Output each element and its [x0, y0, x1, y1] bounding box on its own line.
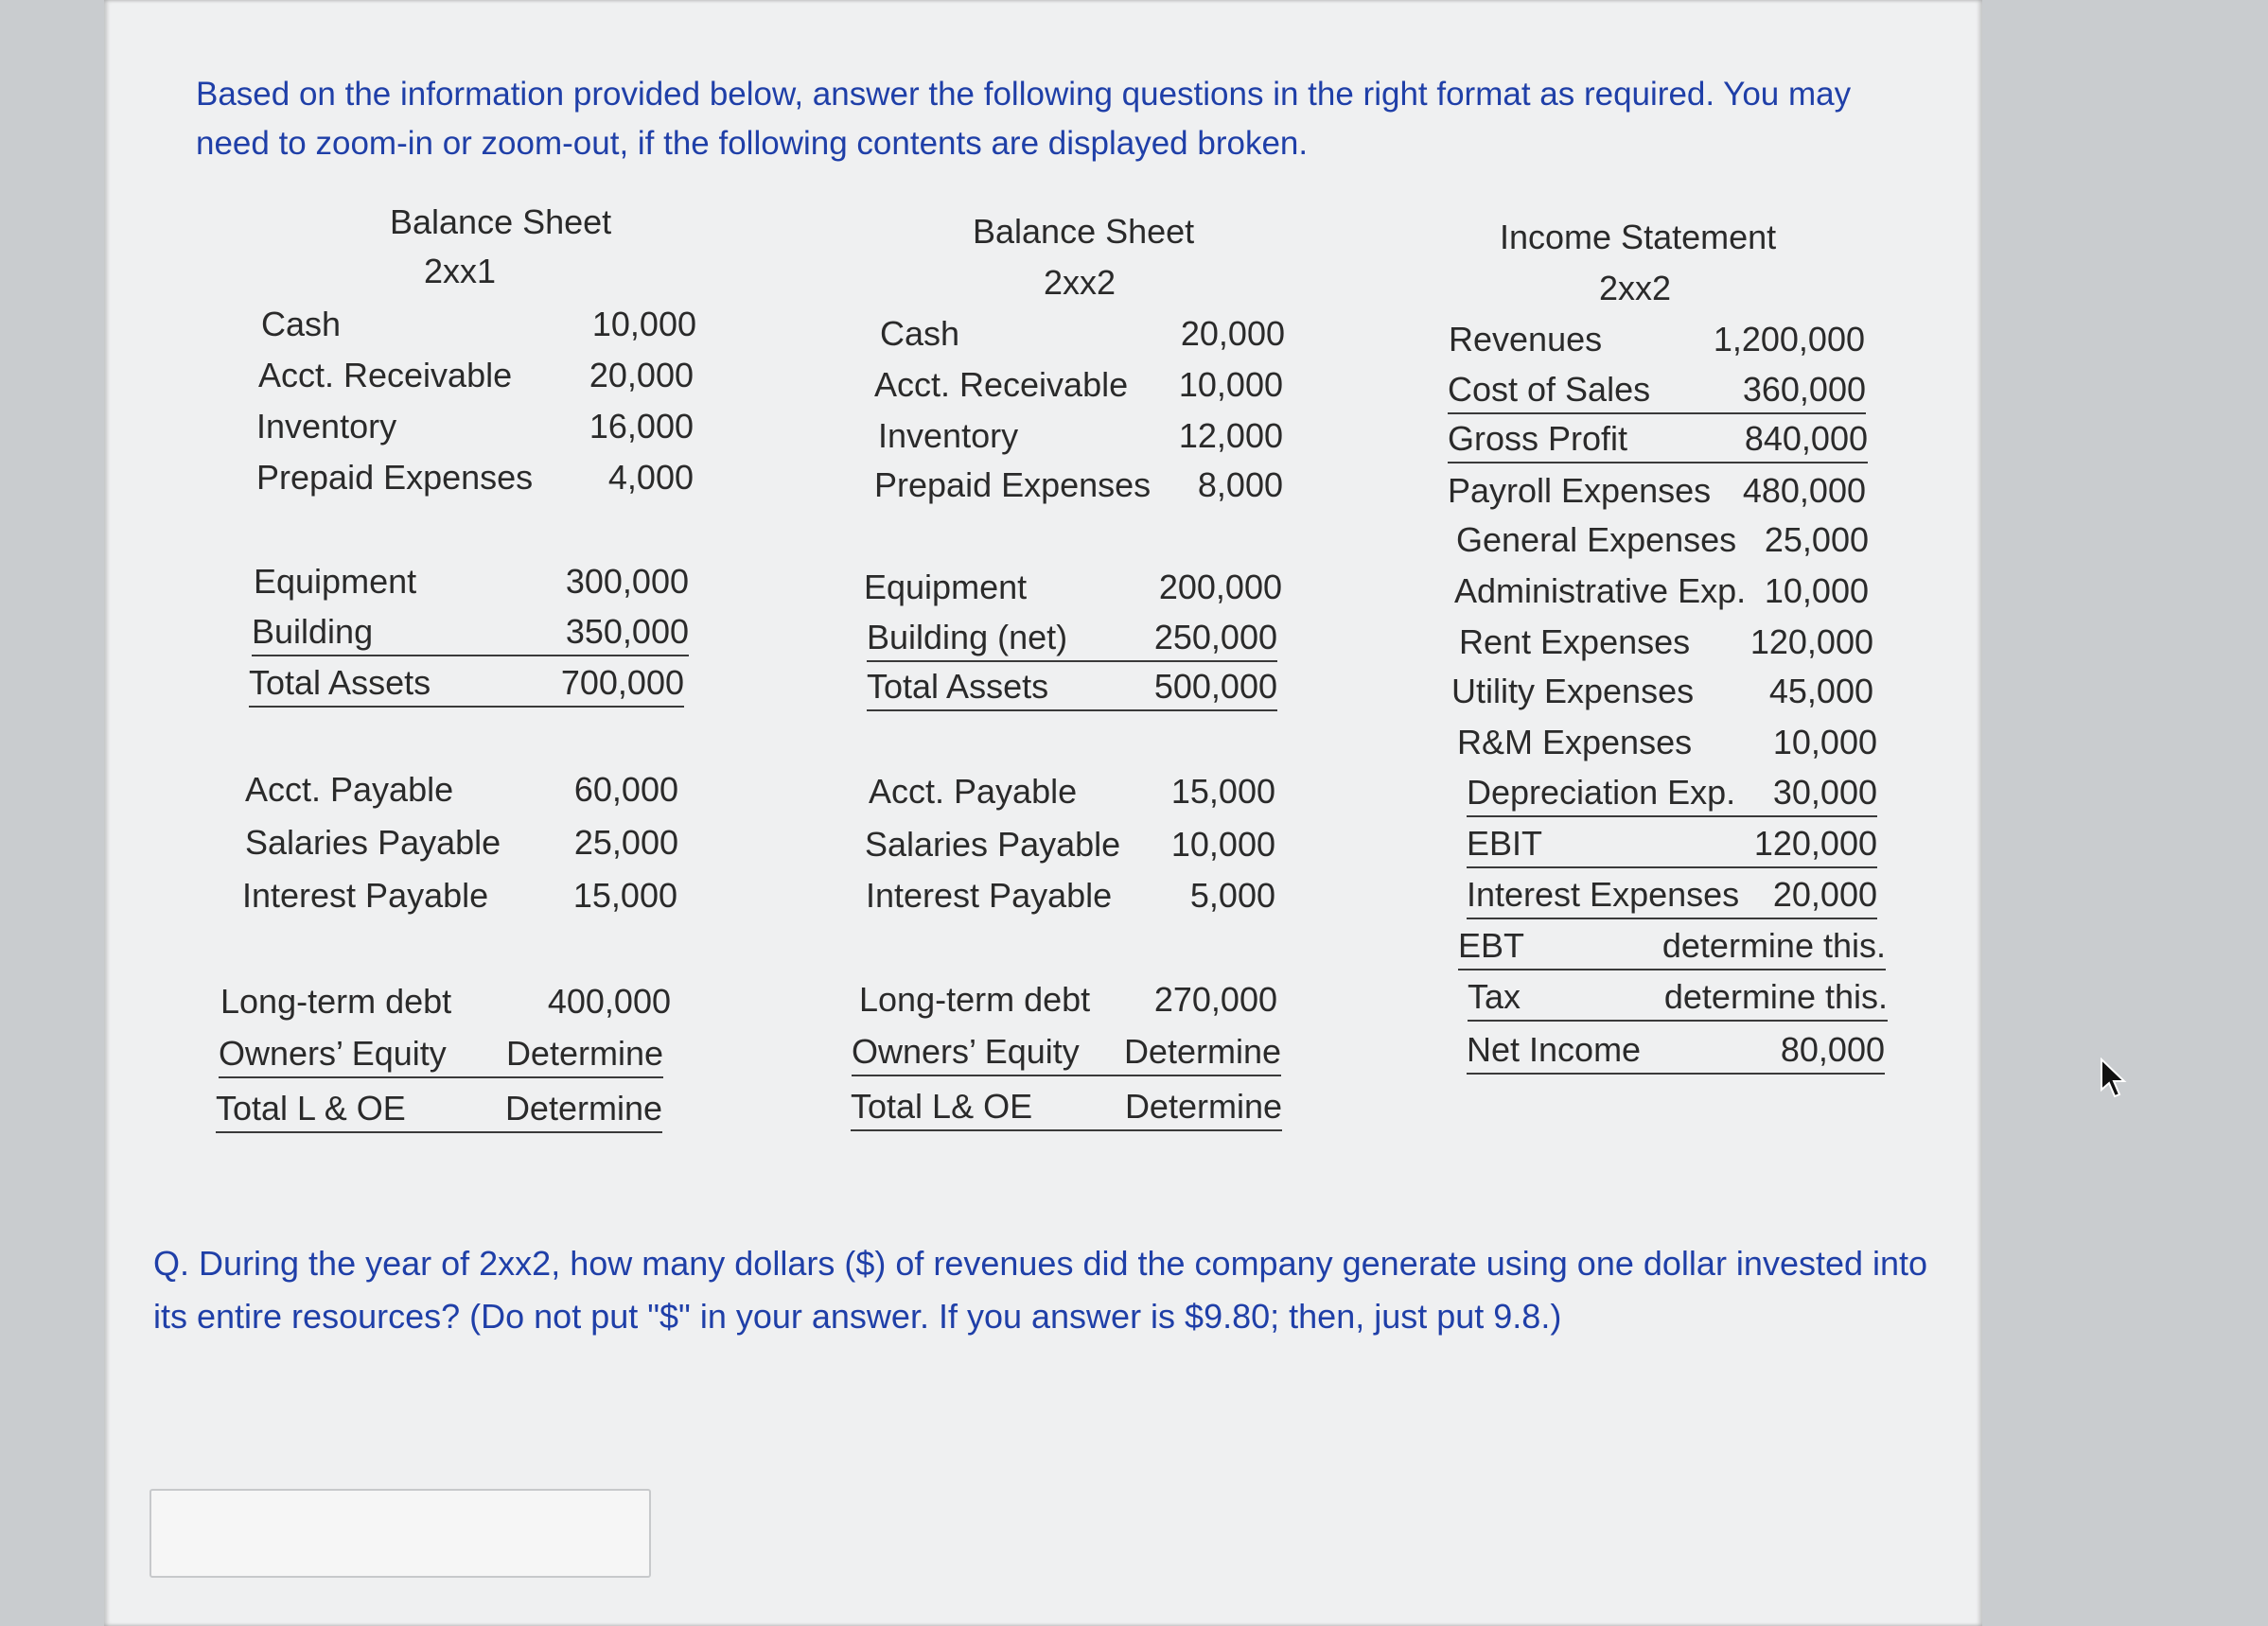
- bs1-row-total-assets: Total Assets 700,000: [249, 662, 684, 708]
- bs2-row-ltd: Long-term debt 270,000: [859, 980, 1277, 1019]
- bs2-title: Balance Sheet: [973, 212, 1195, 251]
- bs2-year: 2xx2: [1044, 263, 1116, 302]
- bs1-row-ltd: Long-term debt 400,000: [220, 982, 671, 1021]
- instructions-text: Based on the information provided below, answer the following questions in the right format as required. You may need to zoom-in or zoom-out, if the following contents are displayed broken.: [196, 76, 1852, 162]
- is-row-tax: Tax determine this.: [1468, 976, 1888, 1022]
- bs1-row-inventory: Inventory 16,000: [256, 407, 694, 446]
- is-row-rent: Rent Expenses 120,000: [1459, 622, 1873, 661]
- bs2-row-oe: Owners’ Equity Determine: [852, 1031, 1281, 1076]
- is-row-admin: Administrative Exp. 10,000: [1454, 571, 1869, 610]
- bs1-row-total-loe: Total L & OE Determine: [216, 1088, 662, 1133]
- is-year: 2xx2: [1599, 269, 1672, 307]
- bs1-row-salaries: Salaries Payable 25,000: [245, 823, 678, 862]
- bs1-row-ar: Acct. Receivable 20,000: [258, 356, 694, 394]
- bs2-row-ar: Acct. Receivable 10,000: [874, 365, 1283, 404]
- bs2-row-prepaid: Prepaid Expenses 8,000: [874, 465, 1283, 504]
- is-row-rm: R&M Expenses 10,000: [1457, 723, 1877, 761]
- is-row-gross-profit: Gross Profit 840,000: [1448, 418, 1868, 463]
- bs1-row-cash: Cash 10,000: [261, 305, 696, 343]
- bs1-row-building: Building 350,000: [252, 611, 689, 656]
- mouse-pointer-icon: [2099, 1058, 2127, 1099]
- bs2-row-cash: Cash 20,000: [880, 314, 1285, 353]
- is-row-depreciation: Depreciation Exp. 30,000: [1467, 772, 1877, 817]
- is-row-ebit: EBIT 120,000: [1467, 823, 1877, 868]
- answer-input[interactable]: [149, 1489, 651, 1578]
- is-row-utility: Utility Expenses 45,000: [1451, 672, 1873, 710]
- bs1-row-oe: Owners’ Equity Determine: [219, 1033, 663, 1078]
- bs2-row-inventory: Inventory 12,000: [878, 416, 1283, 455]
- question-text: Q. During the year of 2xx2, how many dollars ($) of revenues did the company generate using one dollar invested into its entire resources? (Do not put "$" in your answer. If you answer is $9.80; then, just put 9.8.): [153, 1244, 1928, 1336]
- bs1-row-ap: Acct. Payable 60,000: [245, 770, 678, 809]
- bs1-row-prepaid: Prepaid Expenses 4,000: [256, 458, 694, 497]
- is-title: Income Statement: [1500, 218, 1777, 256]
- bs1-row-equipment: Equipment 300,000: [254, 562, 689, 601]
- is-row-revenues: Revenues 1,200,000: [1449, 320, 1865, 358]
- is-row-payroll: Payroll Expenses 480,000: [1448, 471, 1866, 510]
- bs2-row-total-assets: Total Assets 500,000: [867, 666, 1277, 711]
- bs1-year: 2xx1: [424, 252, 497, 290]
- is-row-ebt: EBT determine this.: [1458, 925, 1886, 970]
- bs1-title: Balance Sheet: [390, 202, 612, 241]
- bs2-row-ap: Acct. Payable 15,000: [869, 772, 1275, 811]
- bs2-row-interest: Interest Payable 5,000: [866, 876, 1275, 915]
- bs2-row-salaries: Salaries Payable 10,000: [865, 825, 1275, 864]
- bs1-row-interest: Interest Payable 15,000: [242, 876, 677, 915]
- bs2-row-building: Building (net) 250,000: [867, 617, 1277, 662]
- is-row-cost-of-sales: Cost of Sales 360,000: [1448, 369, 1866, 414]
- bs2-row-equipment: Equipment 200,000: [864, 568, 1282, 606]
- is-row-interest: Interest Expenses 20,000: [1467, 874, 1877, 919]
- bs2-row-total-loe: Total L& OE Determine: [851, 1086, 1282, 1131]
- is-row-net-income: Net Income 80,000: [1467, 1029, 1885, 1075]
- is-row-general: General Expenses 25,000: [1456, 520, 1869, 559]
